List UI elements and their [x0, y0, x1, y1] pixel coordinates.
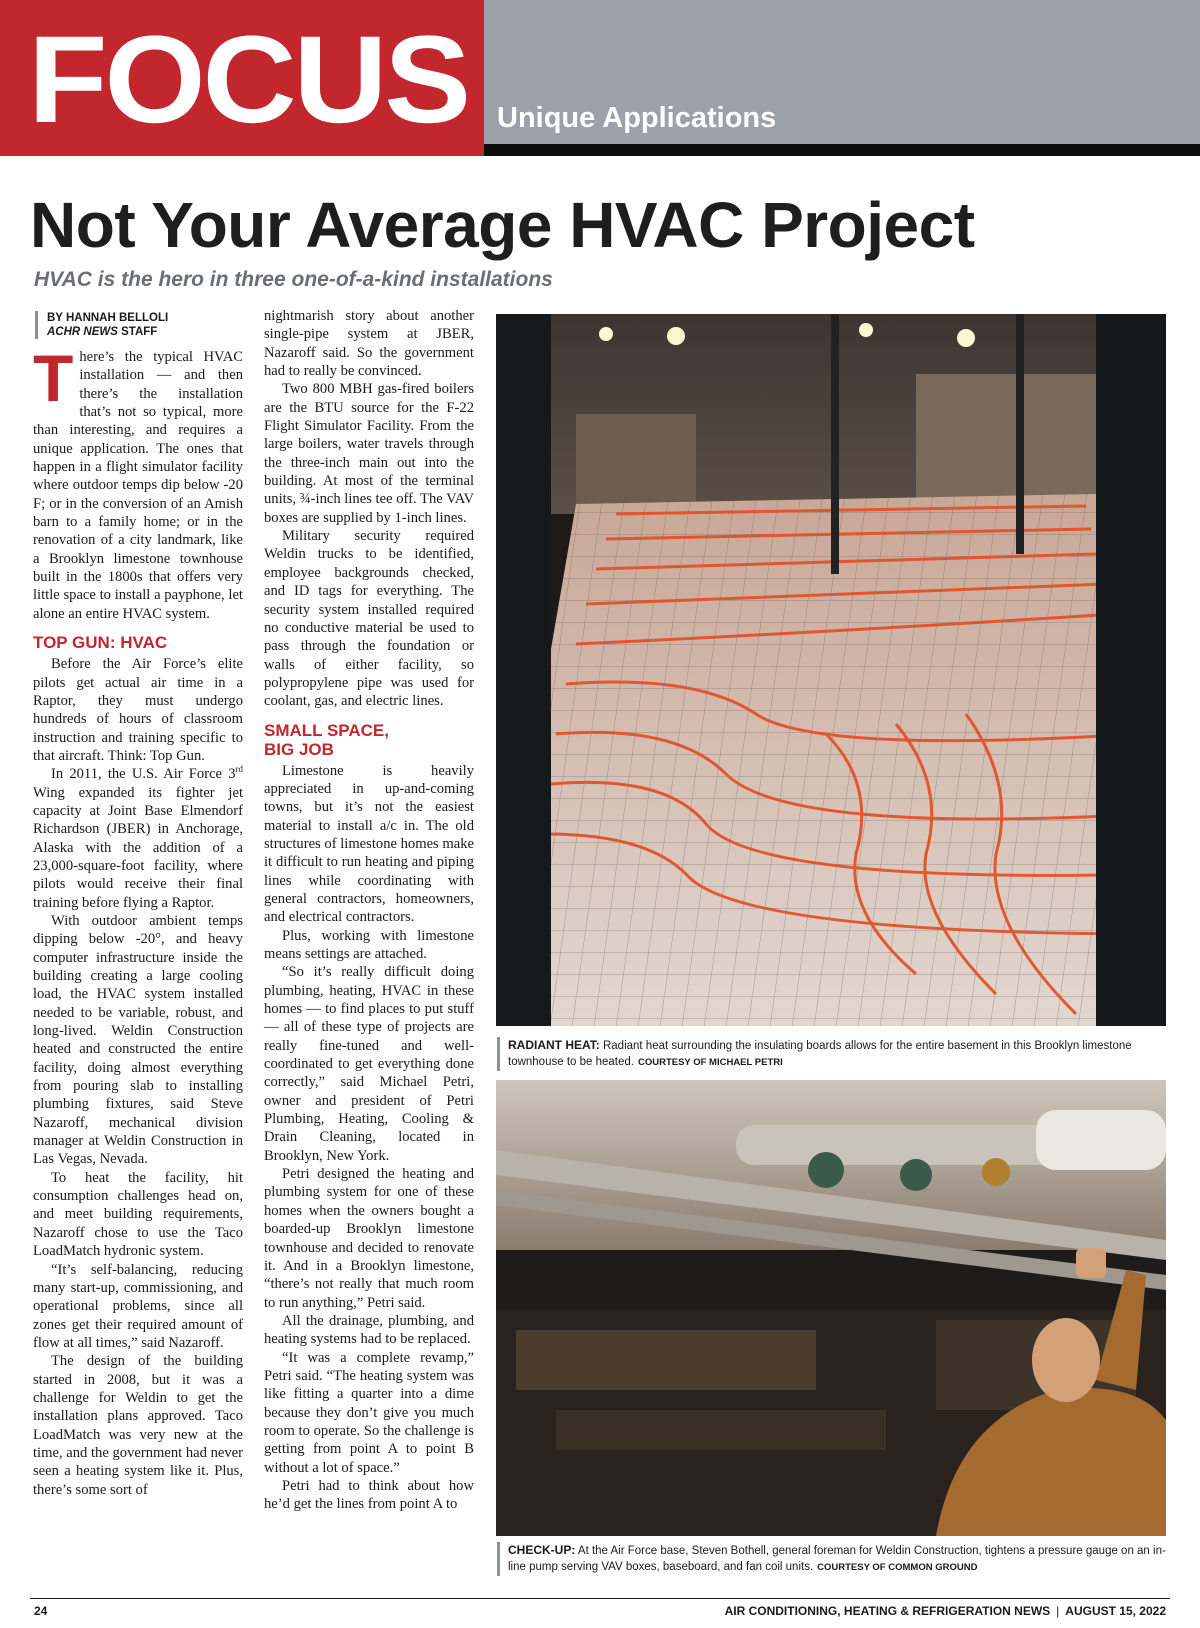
paragraph: Petri had to think about how he’d get the lines from point A to	[264, 1477, 474, 1513]
paragraph: nightmarish story about another single-pipe system at JBER, Nazaroff said. So the government had to really be convinced.	[264, 308, 474, 380]
paragraph: Two 800 MBH gas-fired boilers are the BTU source for the F-22 Flight Simulator Facility. From the large boilers, water travels through the three-inch main out into the building. At most of the terminal units, ¾-inch lines tee off. The VAV boxes are supplied by 1-inch lines.	[264, 381, 474, 526]
photo-credit: COURTESY OF MICHAEL PETRI	[637, 1057, 783, 1068]
paragraph-text: In 2011, the U.S. Air Force 3	[51, 766, 236, 783]
paragraph: Military security required Weldin trucks to be identified, employee backgrounds checked, and ID tags for everything. The security system installed required no conductive material be used to pass through the foundation or walls of either facility, so polypropylene pipe was used for coolant, gas, and electric lines.	[264, 528, 474, 710]
footer-publication-line	[725, 1604, 1166, 1618]
caption-label: CHECK-UP:	[508, 1543, 576, 1557]
radiant-heat-photo	[496, 314, 1166, 1026]
caption-text: At the Air Force base, Steven Bothell, general foreman for Weldin Construction, tightens a pressure gauge on an in-line pump serving VAV boxes, baseboard, and fan coil units.	[508, 1545, 1166, 1573]
caption-text: Radiant heat surrounding the insulating boards allows for the entire basement in this Brooklyn limestone townhouse to be heated.	[508, 1040, 1132, 1068]
byline	[35, 311, 245, 339]
byline-role: STAFF	[117, 326, 158, 338]
publication-name: AIR CONDITIONING, HEATING & REFRIGERATION NEWS	[724, 1604, 1051, 1618]
article-deck: HVAC is the hero in three one-of-a-kind installations	[34, 268, 553, 291]
section-label: Unique Applications	[497, 102, 777, 134]
subhead-small-space	[264, 721, 474, 759]
paragraph: To heat the facility, hit consumption challenges head on, and meet building requirements, Nazaroff chose to use the Taco LoadMatch hydronic system.	[33, 1169, 243, 1260]
paragraph: Plus, working with limestone means settings are attached.	[264, 927, 474, 962]
paragraph: With outdoor ambient temps dipping below -20°, and heavy computer infrastructure inside the building creating a large cooling load, the HVAC system installed needed to be variable, robust, and long-lived. Weldin Construction heated and constructed the entire facility, doing almost everything from pouring slab to installing plumbing fixtures, said Steve Nazaroff, mechanical division manager at Weldin Construction in Las Vegas, Nevada.	[33, 912, 243, 1168]
subhead-line: BIG JOB	[264, 739, 334, 759]
photo-credit: COURTESY OF COMMON GROUND	[817, 1562, 978, 1573]
paragraph: Petri designed the heating and plumbing system for one of these homes when the owners bought a boarded-up Brooklyn limestone townhouse and decided to renovate it. And in a Brooklyn limestone, “there’s not really that much room to run anything,” Petri said.	[264, 1166, 474, 1311]
paragraph: “So it’s really difficult doing plumbing, heating, HVAC in these homes — to find places to put stuff — all of these type of projects are really fine-tuned and well-coordinated to get everything done correctly,” said Michael Petri, owner and president of Petri Plumbing, Heating, Cooling & Drain Cleaning, located in Brooklyn, New York.	[264, 964, 474, 1164]
article-column-1	[33, 341, 243, 1499]
paragraph-text: here’s the typical HVAC installation — and then there’s the installation that’s not so typical, more than interesting, and requires a unique application. The ones that happen in a flight simulator facility where outdoor temps dip below -20 F; or in the conversion of an Amish barn to a family home; or in the renovation of a city landmark, like a Brooklyn limestone townhouse built in the 1800s that offers very little space to install a payphone, let alone an entire HVAC system.	[33, 349, 243, 622]
banner-rule	[484, 144, 1200, 156]
article-column-2	[264, 307, 474, 1514]
focus-banner	[0, 0, 484, 156]
paragraph-text: Wing expanded its fighter jet capacity at Joint Base Elmendorf Richardson (JBER) in Anchorage, Alaska with the addition of a 23,000-square-foot facility, where pilots would receive their final training before flying a Raptor.	[33, 784, 243, 911]
byline-publication: ACHR NEWS	[47, 326, 118, 338]
paragraph	[33, 341, 243, 623]
subhead-top-gun: TOP GUN: HVAC	[33, 633, 168, 653]
drop-cap: T	[33, 341, 74, 415]
paragraph: “It was a complete revamp,” Petri said. “The heating system was like fitting a quarter into a dime because they don’t give you much room to operate. So the challenge is getting from point A to point B without a lot of space.”	[264, 1349, 474, 1476]
issue-date: AUGUST 15, 2022	[1065, 1604, 1166, 1618]
byline-author: BY HANNAH BELLOLI	[47, 312, 169, 324]
footer-rule	[30, 1598, 1170, 1599]
paragraph	[33, 765, 243, 912]
byline-staff	[47, 325, 245, 339]
photo-caption-check-up	[497, 1542, 1167, 1576]
paragraph: The design of the building started in 2008, but it was a challenge for Weldin to get the installation plans approved. Taco LoadMatch was very new at the time, and the government had never seen a heating system like it. Plus, there’s some sort of	[33, 1353, 243, 1498]
caption-label: RADIANT HEAT:	[508, 1038, 600, 1052]
subhead-line: SMALL SPACE,	[264, 720, 389, 740]
focus-wordmark: FOCUS	[28, 11, 468, 149]
check-up-photo	[496, 1080, 1166, 1536]
paragraph: All the drainage, plumbing, and heating systems had to be replaced.	[264, 1312, 474, 1348]
paragraph: Limestone is heavily appreciated in up-and-coming towns, but it’s not the easiest material to install a/c in. The old structures of limestone homes make it difficult to run heating and piping lines while coordinating with general contractors, homeowners, and electrical contractors.	[264, 762, 474, 926]
footer-separator: |	[1056, 1604, 1060, 1618]
article-headline: Not Your Average HVAC Project	[30, 189, 975, 261]
page-number: 24	[34, 1604, 48, 1618]
radiant-heat-illustration	[496, 314, 1166, 1026]
paragraph: “It’s self-balancing, reducing many start-up, commissioning, and operational problems, since all zones get their required amount of flow at all times,” said Nazaroff.	[33, 1261, 243, 1351]
paragraph: Before the Air Force’s elite pilots get actual air time in a Raptor, they must undergo hundreds of hours of classroom instruction and training specific to that aircraft. Think: Top Gun.	[33, 656, 243, 764]
photo-caption-radiant-heat	[497, 1037, 1167, 1071]
ordinal-suffix: rd	[235, 764, 243, 775]
check-up-illustration	[496, 1080, 1166, 1536]
